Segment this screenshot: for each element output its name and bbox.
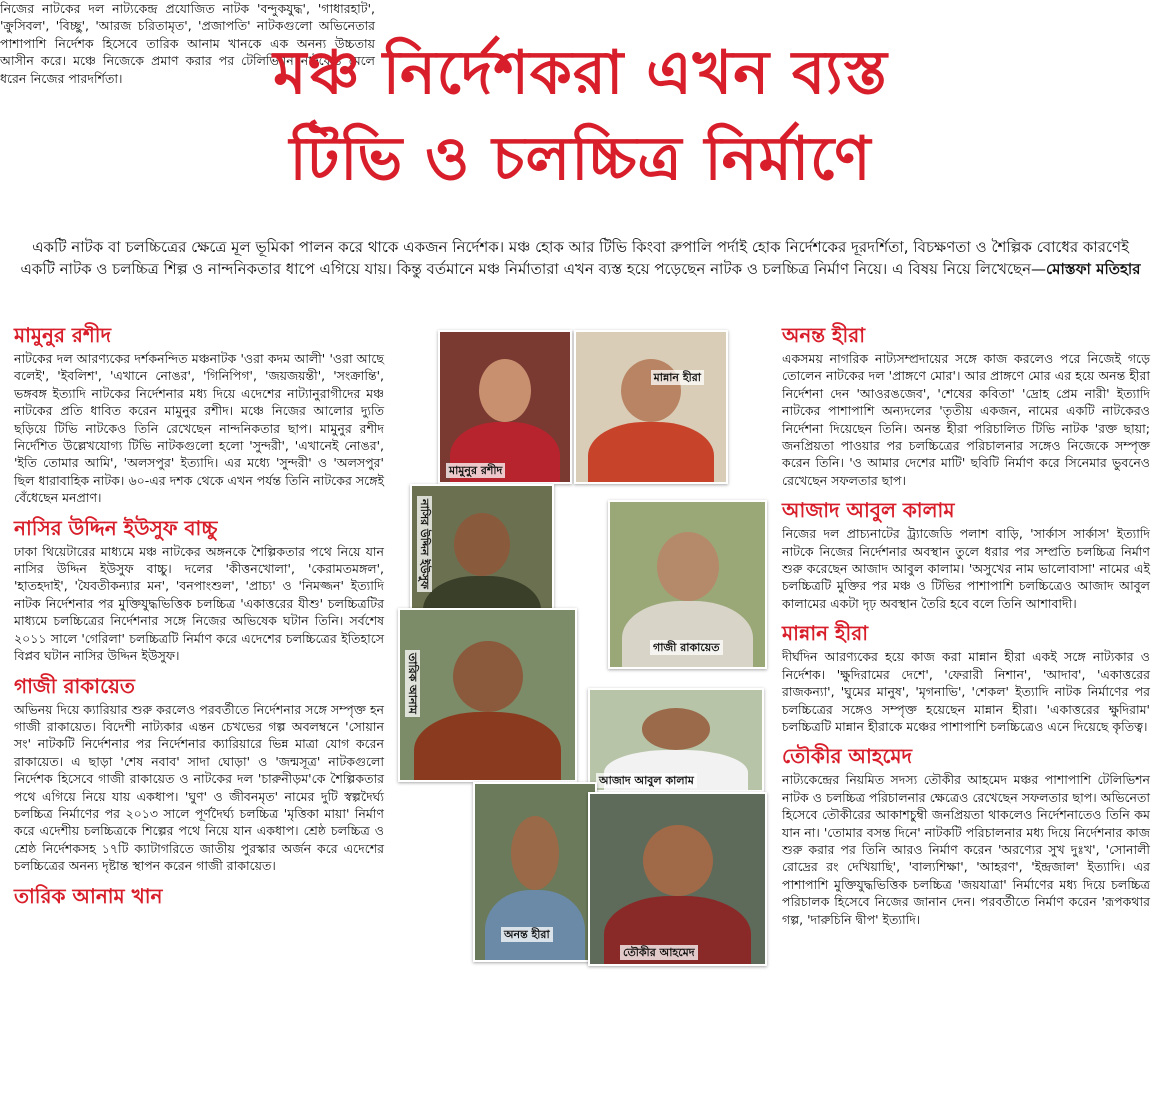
face-shape xyxy=(454,513,510,576)
section-body: নাটকের দল আরণ্যকের দর্শকনন্দিত মঞ্চনাটক 'ওরা কদম আলী' 'ওরা আছে বলেই', 'ইবলিশ', 'এখানে নোঙর', 'গিনিপিগ', 'জয়জয়ন্তী', 'সংক্রান্তি', ভঙ্গবঙ্গ ইত্যাদি নাটকের নির্দেশনার মধ্য দিয়ে এদেশের নাট্যানুরাগীদের মঞ্চ নাটকের প্রতি ধাবিত করেন মামুনুর রশীদ। মঞ্চে নিজের আলোর দ্যুতি ছড়িয়ে টিভি নাটকেও তিনি রেখেছেন নান্দনিকতার ছাপ। মামুনুর রশীদ নির্দেশিত উল্লেখযোগ্য টিভি নাটকগুলো হলো 'সুন্দরী', 'এখানেই নোঙর', 'ইতি তোমার আমি', 'অলসপুর' ইত্যাদি। এর মধ্যে 'সুন্দরী' ও 'অলসপুর' ছিল ধারাবাহিক নাটক। ৬০-এর দশক থেকে এখন পর্যন্ত তিনি নাটকের সঙ্গেই বেঁধেছেন মনপ্রাণ। xyxy=(14,351,384,506)
section-title: মান্নান হীরা xyxy=(782,621,869,646)
photo-azad-abul-kalam xyxy=(588,688,764,792)
photo-tariq-anam xyxy=(398,608,577,782)
shoulders-shape xyxy=(485,890,586,962)
photo-mannan-hira xyxy=(574,330,728,484)
photo-caption: নাসির উদ্দিন ইউসুফ xyxy=(417,496,432,592)
section-title: মামুনুর রশীদ xyxy=(14,323,111,347)
section-title: গাজী রাকায়েত xyxy=(14,673,135,698)
section-gazi-rakayet xyxy=(14,673,384,875)
photo-caption: আজাদ আবুল কালাম xyxy=(596,773,697,788)
photo-toukir-ahmed xyxy=(588,792,767,966)
headline xyxy=(0,30,1161,202)
section-nasir-uddin-yusuf xyxy=(14,515,384,665)
shoulders-shape xyxy=(622,601,752,669)
section-mamunur-rashid xyxy=(14,322,384,507)
section-body: দীর্ঘদিন আরণ্যকের হয়ে কাজ করা মান্নান হীরা একই সঙ্গে নাট্যকার ও নির্দেশক। 'ক্ষুদিরামের দেশে', 'ফেরারী নিশান', 'আদাব', 'একাত্তরের রাজকন্যা', 'ঘুমের মানুষ', 'মৃগনাভি', 'শেকল' ইত্যাদি নাটক নির্মাণের পর চলচ্চিত্রের সঙ্গেও সম্পৃক্ত হয়েছেন মান্নান হীরা। 'একাত্তরের ক্ষুদিরাম' চলচ্চিত্রটি মান্নান হীরাকে মঞ্চের পাশাপাশি চলচ্চিত্রেও এনে দিয়েছে কৃতিত্ব। xyxy=(782,649,1150,734)
face-shape xyxy=(479,359,531,422)
photo-gazi-rakayet xyxy=(608,500,767,669)
face-shape xyxy=(642,708,711,750)
face-shape xyxy=(657,532,719,601)
section-title: নাসির উদ্দিন ইউসুফ বাচ্চু xyxy=(14,515,218,540)
section-body: নাট্যকেন্দ্রের নিয়মিত সদস্য তৌকীর আহমেদ মঞ্চর পাশাপাশি টেলিভিশন নাটক ও চলচ্চিত্র পরিচালনার ক্ষেত্রেও রেখেছেন সফলতার ছাপ। অভিনেতা হিসেবে তৌকীরের আকাশচুম্বী জনপ্রিয়তা থাকলেও নির্দেশনাতেও তিনি কম যান না। 'তোমার বসন্ত দিনে' নাটকটি পরিচালনার মধ্য দিয়ে নির্দেশনার কাজ শুরু করার পর তিনি আরও নির্মাণ করেন 'অরণ্যের সুখ দুঃখ', 'সোনালী রোদ্রের রং দেখিয়াছি', 'বাল্যশিক্ষা', 'আহরণ', 'ইন্দ্রজাল' ইত্যাদি। এর পাশাপাশি মুক্তিযুদ্ধভিত্তিক চলচ্চিত্র 'জয়যাত্রা' নির্মাণের মধ্য দিয়ে চলচ্চিত্র পরিচালক হিসেবে নিজের জানান দেন। পরবর্তীতে নির্মাণ করেন 'রূপকথার গল্প, 'দারুচিনি দ্বীপ' ইত্যাদি। xyxy=(782,772,1150,927)
left-column xyxy=(14,322,384,917)
headline-line-1: মঞ্চ নির্দেশকরা এখন ব্যস্ত xyxy=(273,38,888,108)
photo-caption: তারিক আনাম xyxy=(405,650,420,717)
face-shape xyxy=(621,359,681,422)
section-body: ঢাকা থিয়েটারের মাধ্যমে মঞ্চ নাটকের অঙ্গনকে শৈল্পিকতার পথে নিয়ে যান নাসির উদ্দিন ইউসুফ বাচ্চু। দলের 'কীত্তনখোলা', 'কেরামতমঙ্গল', 'হাতহদাই', 'যৈবতীকন্যার মন', 'বনপাংশুল', 'প্রাচ্য' ও 'নিমজ্জন' ইত্যাদি নাটক নির্দেশনার পর মুক্তিযুদ্ধভিত্তিক চলচ্চিত্র 'একাত্তরের যীশু' চলচ্চিত্রটির মাধ্যমে চলচ্চিত্রের নির্দেশনার সঙ্গে নিজের অভিষেক ঘটান তিনি। সর্বশেষ ২০১১ সালে 'গেরিলা' চলচ্চিত্রটি নির্মাণ করে এদেশের চলচ্চিত্রের ইতিহাসে বিপ্লব ঘটান নাসির উদ্দিন ইউসুফ। xyxy=(14,543,384,664)
right-column xyxy=(782,322,1150,936)
photo-ananta-hira xyxy=(473,782,597,962)
photo-collage xyxy=(398,318,773,968)
photo-caption: মান্নান হীরা xyxy=(651,370,704,385)
intro-text: একটি নাটক বা চলচ্চিত্রের ক্ষেত্রে মূল ভূমিকা পালন করে থাকে একজন নির্দেশক। মঞ্চ হোক আর টিভি কিংবা রুপালি পর্দাই হোক নির্দেশকের দূরদর্শিতা, বিচক্ষণতা ও শৈল্পিক বোধের কারণেই একটি নাটক ও চলচ্চিত্র শিল্প ও নান্দনিকতার ধাপে এগিয়ে যায়। কিন্তু বর্তমানে মঞ্চ নির্মাতারা এখন ব্যস্ত হয়ে পড়েছেন নাটক ও চলচ্চিত্র নির্মাণ নিয়ে। এ বিষয় নিয়ে লিখেছেন— xyxy=(20,238,1129,278)
shoulders-shape xyxy=(588,422,714,484)
intro-author: মোস্তফা মতিহার xyxy=(1046,260,1141,278)
section-azad-abul-kalam xyxy=(782,497,1150,612)
section-body: নিজের দল প্রাচ্যনাটের ট্র্যাজেডি পলাশ বাড়ি, 'সার্কাস সার্কাস' ইত্যাদি নাটকে নিজের নির্দেশনার অবস্থান তুলে ধরার পর সম্প্রতি চলচ্চিত্র নির্মাণ শুরু করেছেন আজাদ আবুল কালাম। 'অসুখের নাম ভালোবাসা' নামের এই চলচ্চিত্রটি মুক্তির পর মঞ্চ ও টিভির পাশাপাশি চলচ্চিত্রেও আজাদ আবুল কালামের একটা দৃঢ় অবস্থান তৈরি হবে বলে তিনি আশাবাদী। xyxy=(782,526,1150,611)
section-title: তারিক আনাম খান xyxy=(14,883,163,908)
section-ananta-hira xyxy=(782,322,1150,489)
section-title: তৌকীর আহমেদ xyxy=(782,744,913,769)
photo-caption: অনন্ত হীরা xyxy=(501,927,553,942)
section-title: আজাদ আবুল কালাম xyxy=(782,498,955,523)
photo-caption: গাজী রাকায়েত xyxy=(650,640,723,655)
section-tariq-anam-khan xyxy=(14,883,384,909)
headline-line-2: টিভি ও চলচ্চিত্র নির্মাণে xyxy=(289,124,872,194)
section-toukir-ahmed xyxy=(782,743,1150,928)
section-body: অভিনয় দিয়ে ক্যারিয়ার শুরু করলেও পরবর্তীতে নির্দেশনার সঙ্গে সম্পৃক্ত হন গাজী রাকায়েত। বিদেশী নাট্যকার এন্তন চেখভের গল্প অবলম্বনে 'সোয়ান সং' নাটকটি নির্দেশনার পর নির্দেশনার ক্যারিয়ারে ভিন্ন মাত্রা যোগ করেন রাকায়েত। এ ছাড়া 'শেষ নবাব' সাদা ঘোড়া' ও 'জন্মসূত্র' নাটকগুলো নির্দেশক হিসেবে গাজী রাকায়েত ও নাটকের দল 'চারুনীড়ম'কে শৈল্পিকতার পথে এগিয়ে নিয়ে যায় একধাপ। 'ঘুণ' ও জীবনমৃত' নামের দুটি স্বল্পদৈর্ঘ্য চলচ্চিত্র নির্মাণের পর ২০১৩ সালে পূর্ণদৈর্ঘ্য চলচ্চিত্র 'মৃত্তিকা মায়া' নির্মাণ করে এদেশীয় চলচ্চিত্রকে শিল্পের পথে নিয়ে যান একধাপ। শ্রেষ্ঠ চলচ্চিত্র ও শ্রেষ্ঠ নির্দেশকসহ ১৭টি ক্যাটাগরিতে জাতীয় পুরস্কার অর্জন করে এদেশের চলচ্চিত্রের অনন্য দৃষ্টান্ত স্থাপন করেন গাজী রাকায়েত। xyxy=(14,701,384,874)
intro-paragraph xyxy=(20,236,1141,280)
face-shape xyxy=(453,641,523,712)
section-body: নিজের নাটকের দল নাট্যকেন্দ্র প্রযোজিত নাটক 'বন্দুকযুদ্ধ', 'গাধারহাট', 'ক্রুসিবল', 'বিচ্ছু', 'আরজ চরিতামৃত', 'প্রজাপতি' নাটকগুলো অভিনেতার পাশাপাশি নির্দেশক হিসেবে তারিক আনাম খানকে এক অনন্য উচ্চতায় আসীন করে। মঞ্চে নিজেকে প্রমাণ করার পর টেলিভিশন নাটকেও মেলে ধরেন নিজের পারদর্শিতা। xyxy=(0,1,375,86)
face-shape xyxy=(511,816,559,890)
photo-mamunur-rashid xyxy=(438,330,572,484)
shoulders-shape xyxy=(414,712,561,782)
face-shape xyxy=(643,825,713,896)
photo-caption: তৌকীর আহমেদ xyxy=(620,945,698,960)
section-body: একসময় নাগরিক নাট্যসম্প্রদায়ের সঙ্গে কাজ করলেও পরে নিজেই গড়ে তোলেন নাটকের দল 'প্রাঙ্গণে মোর'। আর প্রাঙ্গণে মোর এর হয়ে অনন্ত হীরা নির্দেশনা দেন 'আওরঙজেব', 'শেষের কবিতা' 'দ্রোহ প্রেম নারী' ইত্যাদি নাটকের পাশাপাশি অন্যদলের 'তৃতীয় একজন, নামের একটি নাটকেরও নির্দেশনা দিয়েছেন তিনি। অনন্ত হীরা পরিচালিত টিভি নাটক 'রক্ত ছায়া; জনপ্রিয়তা পাওয়ার পর চলচ্চিত্রের পরিচালনার সঙ্গেও নিজেকে সম্পৃক্ত করেন তিনি। 'ও আমার দেশের মাটি' ছবিটি নির্মাণ করে সিনেমার ভুবনেও রেখেছেন সফলতার ছাপ। xyxy=(782,351,1150,488)
photo-caption: মামুনুর রশীদ xyxy=(446,463,505,478)
section-title: অনন্ত হীরা xyxy=(782,323,866,347)
section-mannan-hira xyxy=(782,620,1150,735)
